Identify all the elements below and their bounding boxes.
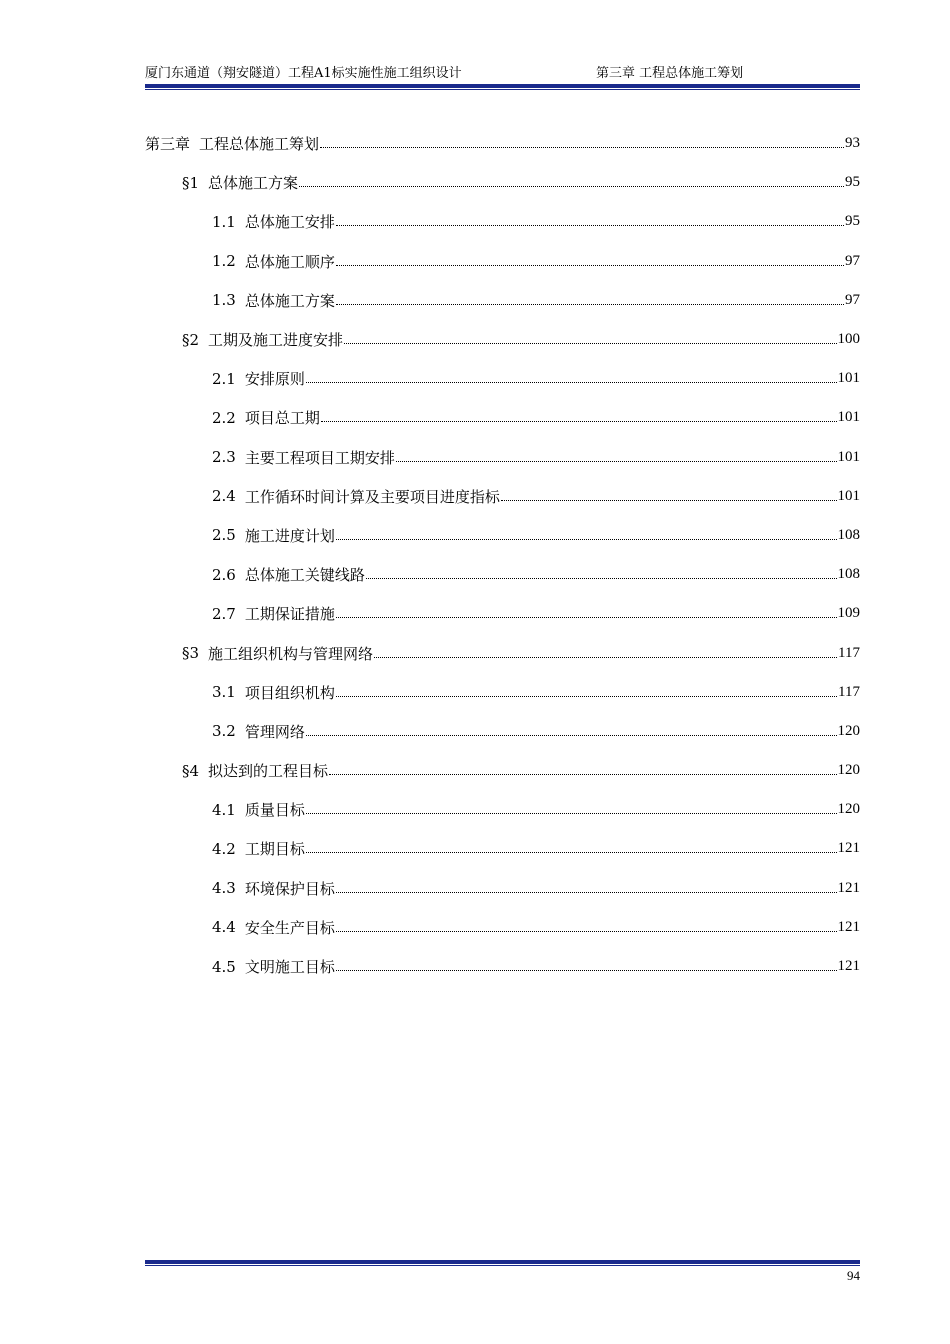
toc-entry-title: 安排原则	[244, 370, 305, 389]
toc-entry[interactable]	[145, 320, 860, 359]
toc-entry[interactable]	[145, 477, 860, 516]
toc-entry-title: 环境保护目标	[244, 879, 335, 898]
toc-entry-page: 101	[837, 448, 860, 465]
toc-entry-page: 121	[837, 958, 860, 975]
toc-entry-title: 安全生产目标	[244, 918, 335, 937]
toc-leader-dots	[336, 528, 837, 543]
toc-entry-number: §1	[182, 173, 200, 192]
toc-entry-number: 3.2	[212, 722, 236, 741]
toc-entry[interactable]	[145, 438, 860, 477]
toc-entry-title: 施工进度计划	[244, 526, 335, 545]
toc-entry[interactable]	[145, 829, 860, 868]
toc-entry-page: 97	[845, 252, 860, 269]
toc-entry-page: 101	[837, 370, 860, 387]
toc-entry-title: 总体施工方案	[244, 291, 335, 310]
toc-entry-page: 121	[837, 918, 860, 935]
toc-entry-page: 117	[838, 644, 860, 661]
header-chapter-title: 第三章 工程总体施工筹划	[596, 66, 744, 81]
toc-entry[interactable]	[145, 869, 860, 908]
running-header	[145, 66, 860, 82]
toc-entry[interactable]	[145, 908, 860, 947]
toc-entry-number: §3	[182, 644, 200, 663]
toc-entry-number: 1.2	[212, 252, 236, 271]
toc-entry-number: 4.3	[212, 879, 236, 898]
toc-leader-dots	[306, 724, 837, 739]
toc-leader-dots	[344, 332, 836, 347]
toc-entry[interactable]	[145, 398, 860, 437]
toc-leader-dots	[336, 606, 837, 621]
toc-entry-page: 101	[837, 409, 860, 426]
toc-entry-title: 工作循环时间计算及主要项目进度指标	[244, 487, 500, 506]
toc-entry-title: 项目总工期	[244, 409, 320, 428]
toc-entry[interactable]	[145, 124, 860, 163]
toc-entry-page: 93	[845, 135, 860, 152]
toc-leader-dots	[374, 646, 837, 661]
header-document-title: 厦门东通道（翔安隧道）工程A1标实施性施工组织设计	[145, 66, 462, 81]
toc-entry-title: 总体施工关键线路	[244, 566, 365, 585]
toc-entry-page: 120	[837, 722, 860, 739]
toc-entry[interactable]	[145, 359, 860, 398]
toc-entry[interactable]	[145, 594, 860, 633]
toc-entry[interactable]	[145, 516, 860, 555]
toc-entry-number: 2.4	[212, 487, 236, 506]
toc-entry-number: 2.5	[212, 526, 236, 545]
toc-entry-page: 108	[837, 526, 860, 543]
toc-entry-page: 95	[845, 213, 860, 230]
toc-entry[interactable]	[145, 163, 860, 202]
footer-rule-thin	[145, 1265, 860, 1266]
toc-entry-number: 2.2	[212, 408, 236, 427]
toc-leader-dots	[299, 175, 844, 190]
toc-entry[interactable]	[145, 712, 860, 751]
toc-entry[interactable]	[145, 673, 860, 712]
toc-entry-page: 121	[837, 879, 860, 896]
toc-leader-dots	[396, 450, 837, 465]
toc-entry-page: 108	[837, 566, 860, 583]
table-of-contents	[145, 124, 860, 986]
toc-leader-dots	[306, 371, 837, 386]
toc-leader-dots	[329, 763, 836, 778]
toc-entry-title: 施工组织机构与管理网络	[208, 644, 374, 663]
toc-entry-title: 总体施工方案	[208, 174, 299, 193]
toc-entry-number: 第三章	[145, 135, 191, 154]
toc-entry-page: 120	[837, 762, 860, 779]
toc-entry-number: 4.4	[212, 918, 236, 937]
toc-entry-number: 4.1	[212, 800, 236, 819]
toc-entry-title: 管理网络	[244, 722, 305, 741]
toc-entry-number: 1.1	[212, 212, 236, 231]
toc-leader-dots	[336, 959, 837, 974]
toc-entry[interactable]	[145, 751, 860, 790]
toc-entry[interactable]	[145, 202, 860, 241]
toc-leader-dots	[336, 920, 837, 935]
toc-entry-title: 文明施工目标	[244, 958, 335, 977]
toc-leader-dots	[306, 802, 837, 817]
toc-entry[interactable]	[145, 633, 860, 672]
toc-entry[interactable]	[145, 242, 860, 281]
toc-entry-page: 120	[837, 801, 860, 818]
toc-entry-title: 拟达到的工程目标	[208, 762, 329, 781]
toc-leader-dots	[306, 841, 837, 856]
toc-entry-number: §2	[182, 330, 200, 349]
page-number: 94	[847, 1268, 860, 1283]
toc-entry-page: 109	[837, 605, 860, 622]
toc-leader-dots	[336, 293, 844, 308]
toc-entry-title: 工程总体施工筹划	[199, 135, 320, 154]
footer-rule	[145, 1260, 860, 1266]
toc-entry-number: 2.6	[212, 565, 236, 584]
toc-entry-page: 100	[837, 331, 860, 348]
footer-rule-thick	[145, 1260, 860, 1264]
toc-entry-number: 1.3	[212, 291, 236, 310]
toc-leader-dots	[501, 489, 837, 504]
toc-entry-number: 4.5	[212, 957, 236, 976]
toc-entry-number: 2.7	[212, 604, 236, 623]
toc-entry-title: 工期保证措施	[244, 605, 335, 624]
toc-entry-page: 95	[845, 174, 860, 191]
toc-leader-dots	[336, 254, 844, 269]
toc-entry[interactable]	[145, 555, 860, 594]
toc-entry-page: 97	[845, 291, 860, 308]
toc-entry-number: 4.2	[212, 839, 236, 858]
toc-leader-dots	[336, 214, 844, 229]
toc-leader-dots	[320, 136, 844, 151]
toc-entry-title: 项目组织机构	[244, 683, 335, 702]
toc-leader-dots	[336, 881, 837, 896]
header-rule	[145, 84, 860, 90]
toc-entry-number: 3.1	[212, 683, 236, 702]
toc-entry[interactable]	[145, 281, 860, 320]
toc-leader-dots	[321, 410, 837, 425]
toc-entry-title: 工期目标	[244, 840, 305, 859]
toc-entry-title: 工期及施工进度安排	[208, 331, 344, 350]
toc-entry-page: 117	[838, 683, 860, 700]
toc-entry-title: 总体施工顺序	[244, 252, 335, 271]
toc-entry-number: 2.3	[212, 448, 236, 467]
toc-entry-page: 101	[837, 487, 860, 504]
header-rule-thick	[145, 84, 860, 88]
toc-entry-title: 总体施工安排	[244, 213, 335, 232]
toc-entry[interactable]	[145, 790, 860, 829]
toc-entry-number: §4	[182, 761, 200, 780]
header-rule-thin	[145, 89, 860, 90]
toc-entry[interactable]	[145, 947, 860, 986]
toc-entry-number: 2.1	[212, 369, 236, 388]
toc-leader-dots	[336, 685, 837, 700]
toc-entry-title: 主要工程项目工期安排	[244, 448, 395, 467]
toc-entry-title: 质量目标	[244, 801, 305, 820]
toc-leader-dots	[366, 567, 837, 582]
toc-entry-page: 121	[837, 840, 860, 857]
